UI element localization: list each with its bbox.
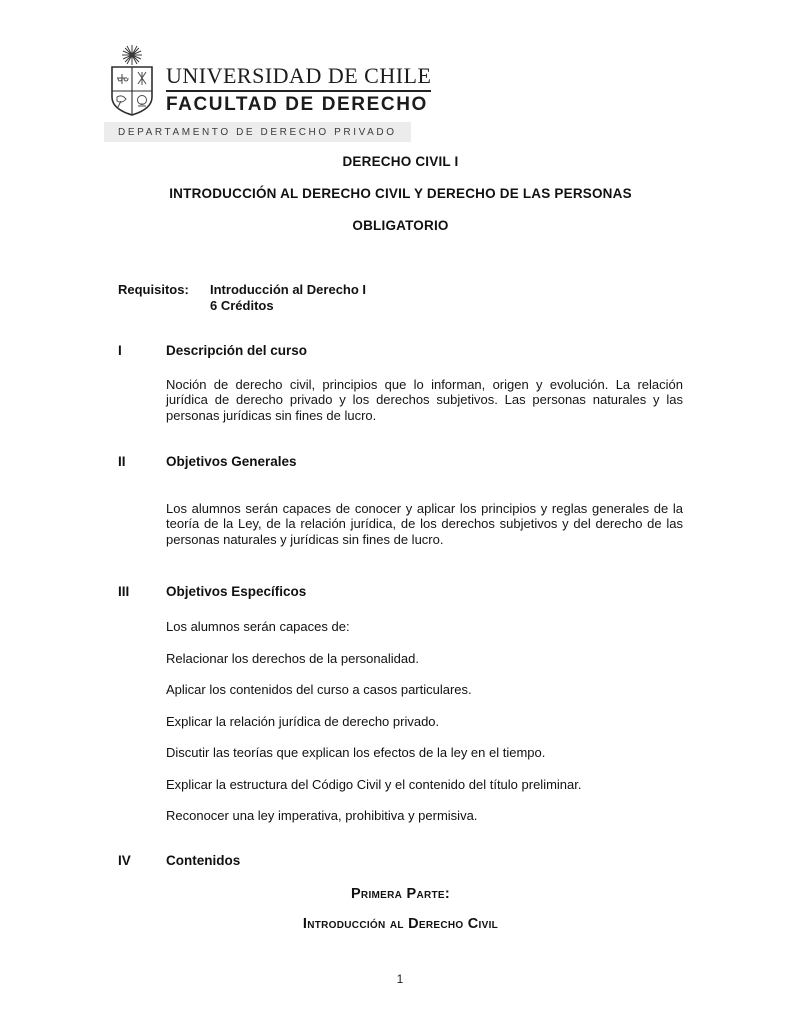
requisites [118,282,683,313]
requisites-values [210,282,366,313]
logo-text [166,63,431,116]
part-title: Primera Parte: [350,885,451,902]
objective-item: Aplicar los contenidos del curso a casos particulares. [166,682,472,698]
objective-item: Discutir las teorías que explican los efectos de la ley en el tiempo. [166,745,546,761]
objective-item: Explicar la relación jurídica de derecho privado. [166,713,440,729]
course-type: OBLIGATORIO [352,218,449,233]
requisites-credits: 6 Créditos [210,297,274,313]
logo [104,44,800,116]
section-2-header [118,455,683,470]
document-body [0,155,800,932]
section-2-paragraph: Los alumnos serán capaces de conocer y aplicar los principios y reglas generales de la teoría de la Ley, de la relación jurídica, de los derechos subjetivos y del derecho de las personas naturales y jurídicas sin fines de lucro. [166,500,683,547]
objective-item: Reconocer una ley imperativa, prohibitiva y permisiva. [166,808,478,824]
section-heading: Objetivos Específicos [166,583,307,599]
requisites-course: Introducción al Derecho I [210,282,367,297]
section-numeral: IV [118,853,131,869]
section-3-header [118,585,683,600]
page-number: 1 [396,972,404,986]
course-titles [118,155,683,233]
part-subtitle: Introducción al Derecho Civil [302,915,499,932]
section-1-header [118,344,683,359]
university-name: UNIVERSIDAD DE CHILE [166,63,431,92]
letterhead [104,44,800,142]
faculty-name: FACULTAD DE DERECHO [166,94,428,115]
objectives-intro: Los alumnos serán capaces de: [166,619,350,635]
course-subtitle: INTRODUCCIÓN AL DERECHO CIVIL Y DERECHO DE LAS PERSONAS [169,186,632,201]
section-heading: Descripción del curso [166,343,308,358]
section-1-paragraph: Noción de derecho civil, principios que lo informan, origen y evolución. La relación jurídica de derecho privado y los derechos subjetivos. Las personas naturales y las personas jurídicas sin fines de lucro. [166,376,683,423]
section-heading: Contenidos [166,853,241,869]
objective-item: Relacionar los derechos de la personalidad. [166,650,419,666]
section-4-header [118,854,683,869]
section-numeral: II [118,454,126,470]
section-heading: Objetivos Generales [166,454,297,470]
section-numeral: I [118,343,122,358]
section-numeral: III [118,583,130,599]
course-title: DERECHO CIVIL I [342,154,459,169]
department-banner: DEPARTAMENTO DE DERECHO PRIVADO [104,122,411,142]
university-crest-icon [104,44,160,116]
objective-item: Explicar la estructura del Código Civil y el contenido del título preliminar. [166,776,582,792]
requisites-label: Requisitos: [118,282,189,297]
